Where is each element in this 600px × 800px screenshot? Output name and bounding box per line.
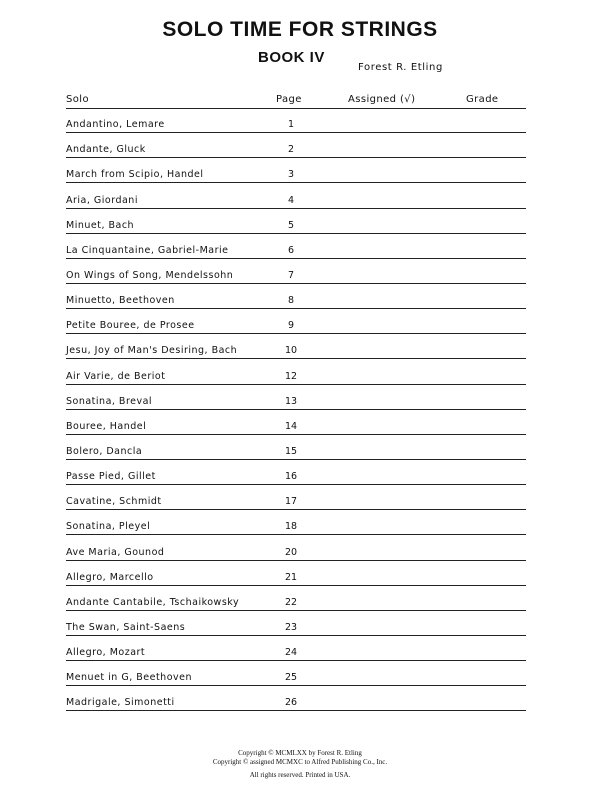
table-row — [0, 611, 600, 636]
column-header-grade: Grade — [466, 94, 499, 105]
table-row — [0, 686, 600, 711]
solo-title: Minuet, Bach — [66, 219, 135, 231]
page-number: 9 — [287, 320, 295, 332]
page-number: 24 — [284, 647, 298, 659]
page-title: SOLO TIME FOR STRINGS — [162, 18, 438, 41]
solo-title: Passe Pied, Gillet — [66, 471, 156, 483]
page-number: 16 — [284, 471, 298, 483]
page-number: 7 — [287, 269, 295, 281]
solo-title: The Swan, Saint-Saens — [66, 621, 186, 633]
table-row — [0, 284, 600, 309]
solo-title: Jesu, Joy of Man's Desiring, Bach — [66, 345, 238, 357]
solo-title: La Cinquantaine, Gabriel-Marie — [66, 244, 229, 256]
page-number: 22 — [284, 596, 298, 608]
table-row — [0, 133, 600, 158]
page-number: 21 — [284, 571, 298, 583]
rights-line: All rights reserved. Printed in USA. — [249, 771, 351, 779]
table-row — [0, 209, 600, 234]
page-number: 18 — [284, 521, 298, 533]
solo-title: Cavatine, Schmidt — [66, 496, 162, 508]
solo-title: Menuet in G, Beethoven — [66, 672, 193, 684]
table-row — [0, 510, 600, 535]
page-number: 6 — [287, 244, 295, 256]
table-row — [0, 435, 600, 460]
book-label: BOOK IV — [258, 49, 325, 66]
row-rule — [66, 710, 526, 711]
solo-title: Allegro, Mozart — [66, 647, 146, 659]
solo-title: Ave Maria, Gounod — [66, 546, 165, 558]
page-number: 17 — [284, 496, 298, 508]
solo-title: Petite Bouree, de Prosee — [66, 320, 195, 332]
solo-table — [0, 108, 600, 711]
page-number: 8 — [287, 295, 295, 307]
column-header-page: Page — [276, 94, 302, 105]
table-row — [0, 636, 600, 661]
solo-title: Andante Cantabile, Tschaikowsky — [66, 596, 240, 608]
page-number: 1 — [287, 119, 295, 131]
table-row — [0, 661, 600, 686]
solo-title: On Wings of Song, Mendelssohn — [66, 269, 234, 281]
page-number: 26 — [284, 697, 298, 709]
solo-title: Allegro, Marcello — [66, 571, 154, 583]
page-number: 13 — [284, 395, 298, 407]
solo-title: Minuetto, Beethoven — [66, 295, 175, 307]
column-header-solo: Solo — [66, 94, 89, 105]
page-number: 10 — [284, 345, 298, 357]
copyright-line-1: Copyright © MCMLXX by Forest R. Etling — [238, 749, 362, 757]
table-row — [0, 561, 600, 586]
table-row — [0, 234, 600, 259]
table-row — [0, 108, 600, 133]
solo-title: Sonatina, Pleyel — [66, 521, 151, 533]
page-number: 3 — [287, 169, 295, 181]
table-row — [0, 485, 600, 510]
table-row — [0, 460, 600, 485]
table-row — [0, 535, 600, 560]
table-row — [0, 309, 600, 334]
page-number: 2 — [287, 144, 295, 156]
table-row — [0, 183, 600, 208]
solo-title: Andantino, Lemare — [66, 119, 165, 131]
page-number: 20 — [284, 546, 298, 558]
column-header-assigned: Assigned (√) — [348, 94, 416, 105]
solo-title: Madrigale, Simonetti — [66, 697, 175, 709]
author-name: Forest R. Etling — [358, 62, 443, 73]
solo-title: Aria, Giordani — [66, 194, 138, 206]
solo-title: Andante, Gluck — [66, 144, 146, 156]
table-row — [0, 385, 600, 410]
page-number: 23 — [284, 621, 298, 633]
table-row — [0, 259, 600, 284]
page-number: 15 — [284, 445, 298, 457]
table-row — [0, 334, 600, 359]
solo-title: Air Varie, de Beriot — [66, 370, 166, 382]
table-row — [0, 410, 600, 435]
solo-title: Sonatina, Breval — [66, 395, 153, 407]
solo-title: Bolero, Dancla — [66, 445, 143, 457]
table-row — [0, 586, 600, 611]
page-number: 25 — [284, 672, 298, 684]
solo-title: March from Scipio, Handel — [66, 169, 204, 181]
copyright-line-2: Copyright © assigned MCMXC to Alfred Publishing Co., Inc. — [212, 758, 388, 766]
solo-title: Bouree, Handel — [66, 420, 147, 432]
table-row — [0, 359, 600, 384]
page-number: 4 — [287, 194, 295, 206]
page-number: 5 — [287, 219, 295, 231]
page-number: 12 — [284, 370, 298, 382]
page-number: 14 — [284, 420, 298, 432]
table-row — [0, 158, 600, 183]
